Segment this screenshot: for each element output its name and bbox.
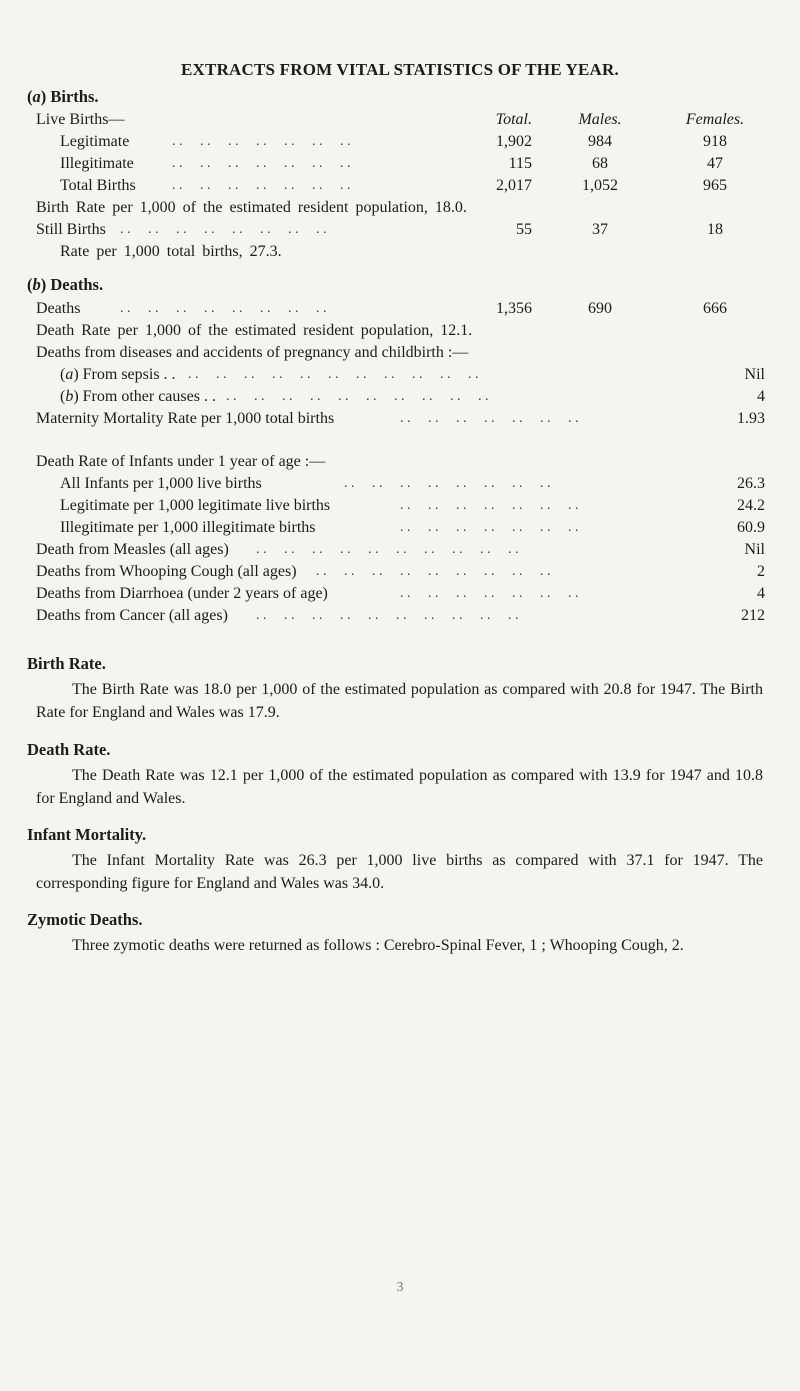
leader-dots: . . . . . . . . . . . . . . (400, 498, 579, 513)
section-text-zymotic-deaths: Three zymotic deaths were returned as follows : Cerebro-Spinal Fever, 1 ; Whooping Cough, 2. (72, 937, 684, 954)
stat-label: All Infants per 1,000 live births (60, 475, 262, 492)
row-total-births-label: Total Births (60, 177, 136, 194)
col-males-header: Males. (578, 111, 622, 128)
leader-dots: . . . . . . . . . . . . . . . . (344, 476, 551, 491)
row-illegitimate-females: 47 (707, 155, 723, 172)
births-heading-text: Births. (50, 87, 99, 106)
stat-label: Deaths from Cancer (all ages) (36, 607, 228, 624)
leader-dots: . . . . . . . . . . . . . . (400, 586, 579, 601)
section-heading-death-rate: Death Rate. (27, 740, 111, 759)
deaths-label: Deaths (36, 300, 81, 317)
stat-label: Legitimate per 1,000 legitimate live births (60, 497, 331, 514)
births-heading-letter: a (32, 87, 41, 106)
birth-rate-line: Birth Rate per 1,000 of the estimated resident population, 18.0. (36, 199, 467, 216)
still-births-label: Still Births (36, 221, 106, 238)
still-births-total: 55 (516, 221, 532, 238)
row-illegitimate-label: Illegitimate (60, 155, 134, 172)
stat-label: Deaths from Whooping Cough (all ages) (36, 563, 297, 580)
leader-dots: . . . . . . . . . . . . . . . . . . . . (256, 608, 519, 623)
stat-value: 26.3 (737, 475, 765, 492)
still-rate-line: Rate per 1,000 total births, 27.3. (60, 243, 282, 260)
deaths-males: 690 (588, 300, 612, 317)
section-text-birth-rate: The Birth Rate was 18.0 per 1,000 of the estimated population as compared with 20.8 for 1947. The Birth Rate for England and Wales was 17.9. (36, 681, 763, 721)
section-heading-zymotic-deaths: Zymotic Deaths. (27, 910, 143, 929)
sepsis-label: From sepsis . . (82, 366, 176, 383)
leader-dots: . . . . . . . . . . . . . . . . . . . . . . (188, 367, 479, 382)
page-number: 3 (396, 1280, 404, 1295)
sepsis-row: (a) From sepsis . . (60, 366, 176, 383)
stat-value: 24.2 (737, 497, 765, 514)
leader-dots: . . . . . . . . . . . . . . (172, 156, 351, 171)
col-total-header: Total. (495, 111, 532, 128)
deaths-total: 1,356 (496, 300, 532, 317)
row-illegitimate-males: 68 (592, 155, 608, 172)
section-text-death-rate: The Death Rate was 12.1 per 1,000 of the estimated population as compared with 13.9 for 1947 and 10.8 for England and Wales. (36, 767, 763, 807)
other-causes-row: (b) From other causes . . (60, 388, 216, 405)
leader-dots: . . . . . . . . . . . . . . (400, 411, 579, 426)
stat-label: Deaths from Diarrhoea (under 2 years of age) (36, 585, 328, 602)
row-legitimate-males: 984 (588, 133, 612, 150)
row-legitimate-total: 1,902 (496, 133, 532, 150)
page-title: EXTRACTS FROM VITAL STATISTICS OF THE YEAR. (181, 60, 619, 79)
stat-value: 4 (757, 585, 765, 602)
live-births-label: Live Births— (36, 111, 125, 128)
still-births-females: 18 (707, 221, 723, 238)
stat-value: Nil (744, 541, 765, 558)
stat-label: Death from Measles (all ages) (36, 541, 229, 558)
stat-label: Illegitimate per 1,000 illegitimate births (60, 519, 316, 536)
other-causes-letter: b (65, 388, 74, 405)
leader-dots: . . . . . . . . . . . . . . . . (120, 301, 327, 316)
stat-value: 2 (757, 563, 765, 580)
pregnancy-line: Deaths from diseases and accidents of pregnancy and childbirth :— (36, 344, 469, 361)
row-total-births-males: 1,052 (582, 177, 618, 194)
leader-dots: . . . . . . . . . . . . . . . . . . . . (226, 389, 489, 404)
section-heading-birth-rate: Birth Rate. (27, 654, 106, 673)
other-causes-label: From other causes . . (82, 388, 216, 405)
stat-value: 60.9 (737, 519, 765, 536)
leader-dots: . . . . . . . . . . . . . . . . (120, 222, 327, 237)
row-legitimate-females: 918 (703, 133, 727, 150)
deaths-heading: (b) Deaths. (27, 275, 104, 294)
still-births-males: 37 (592, 221, 608, 238)
row-total-births-total: 2,017 (496, 177, 532, 194)
col-females-header: Females. (685, 111, 745, 128)
death-rate-line: Death Rate per 1,000 of the estimated resident population, 12.1. (36, 322, 473, 339)
infants-line: Death Rate of Infants under 1 year of age :— (36, 453, 326, 470)
maternity-value: 1.93 (737, 410, 765, 427)
section-text-infant-mortality: The Infant Mortality Rate was 26.3 per 1,000 live births as compared with 37.1 for 1947. The corresponding figure for England and Wales was 34.0. (36, 852, 763, 892)
stat-value: 212 (741, 607, 765, 624)
births-heading: (a) Births. (27, 87, 99, 106)
leader-dots: . . . . . . . . . . . . . . (172, 178, 351, 193)
sepsis-value: Nil (744, 366, 765, 383)
leader-dots: . . . . . . . . . . . . . . (172, 134, 351, 149)
row-total-births-females: 965 (703, 177, 727, 194)
row-illegitimate-total: 115 (508, 155, 532, 172)
maternity-label: Maternity Mortality Rate per 1,000 total births (36, 410, 335, 427)
leader-dots: . . . . . . . . . . . . . . . . . . (316, 564, 551, 579)
section-heading-infant-mortality: Infant Mortality. (27, 825, 147, 844)
sepsis-letter: a (65, 366, 74, 383)
deaths-heading-letter: b (32, 275, 41, 294)
deaths-heading-text: Deaths. (50, 275, 104, 294)
other-causes-value: 4 (757, 388, 765, 405)
leader-dots: . . . . . . . . . . . . . . . . . . . . (256, 542, 519, 557)
row-legitimate-label: Legitimate (60, 133, 130, 150)
leader-dots: . . . . . . . . . . . . . . (400, 520, 579, 535)
deaths-females: 666 (703, 300, 727, 317)
